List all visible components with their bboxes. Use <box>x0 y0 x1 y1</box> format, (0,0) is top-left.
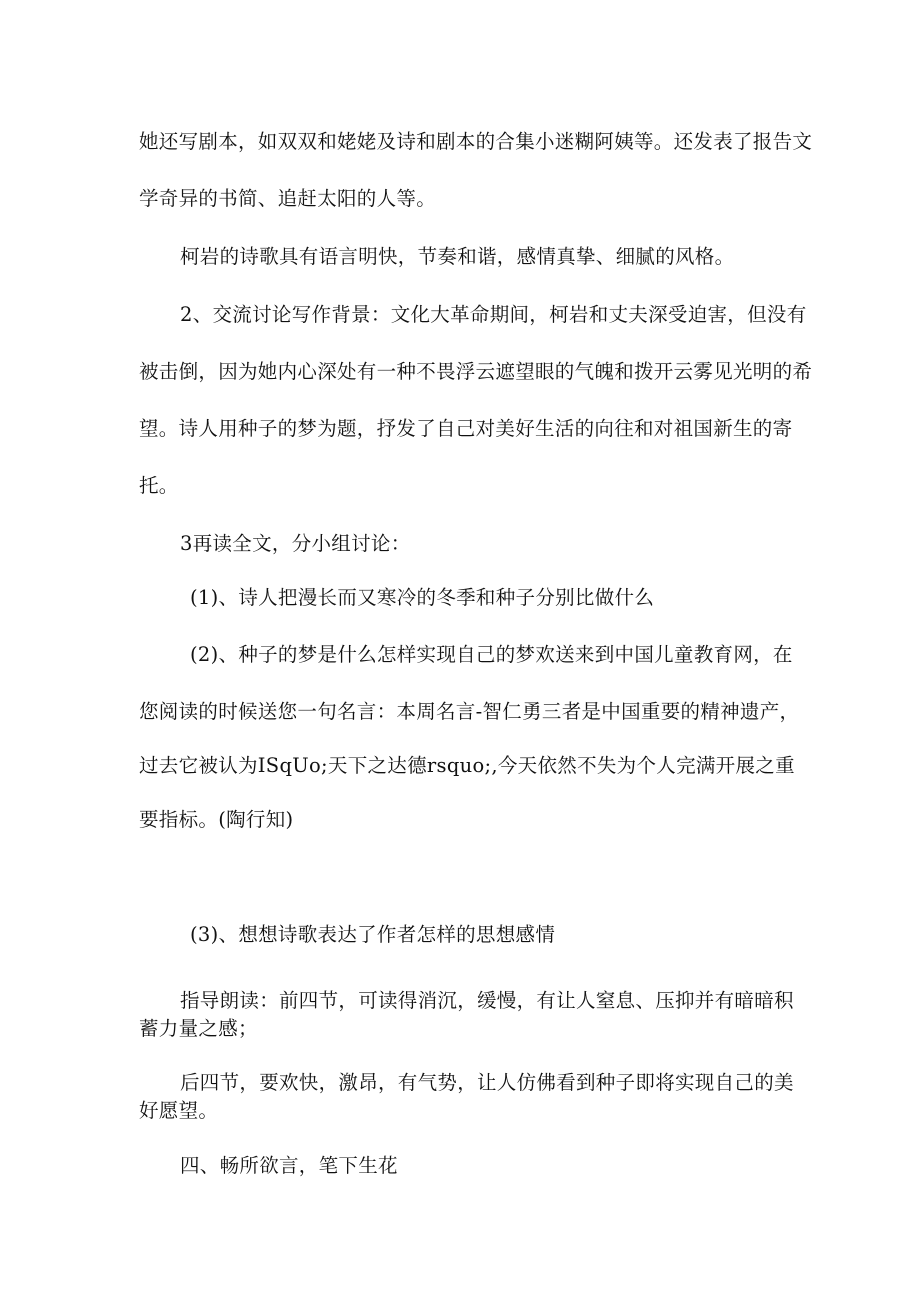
text-line-16: 蓄力量之感； <box>139 1017 258 1040</box>
text-line-10: (2)、种子的梦是什么怎样实现自己的梦欢送来到中国儿童教育网，在 <box>190 643 793 666</box>
text-line-4: 2、交流讨论写作背景：文化大革命期间，柯岩和丈夫深受迫害，但没有 <box>180 303 807 326</box>
text-line-8: 3再读全文，分小组讨论： <box>180 532 411 555</box>
text-line-19: 四、畅所欲言，笔下生花 <box>180 1154 398 1177</box>
text-line-13: 要指标。(陶行知) <box>139 808 294 831</box>
text-line-9: (1)、诗人把漫长而又寒冷的冬季和种子分别比做什么 <box>190 586 655 609</box>
text-line-11: 您阅读的时候送您一句名言：本周名言-智仁勇三者是中国重要的精神遗产， <box>139 700 800 723</box>
text-line-1: 她还写剧本，如双双和姥姥及诗和剧本的合集小迷糊阿姨等。还发表了报告文 <box>139 130 813 153</box>
text-line-5: 被击倒，因为她内心深处有一种不畏浮云遮望眼的气魄和拨开云雾见光明的希 <box>139 360 813 383</box>
text-line-7: 托。 <box>139 474 179 497</box>
text-line-12: 过去它被认为ISqUo;天下之达德rsquo;,今天依然不失为个人完满开展之重 <box>139 754 795 777</box>
text-line-18: 好愿望。 <box>139 1099 219 1122</box>
text-line-6: 望。诗人用种子的梦为题，抒发了自己对美好生活的向往和对祖国新生的寄 <box>139 417 793 440</box>
text-line-15: 指导朗读：前四节，可读得消沉，缓慢，有让人窒息、压抑并有暗暗积 <box>180 989 794 1012</box>
text-line-17: 后四节，要欢快，激昂，有气势，让人仿佛看到种子即将实现自己的美 <box>180 1071 794 1094</box>
text-line-3: 柯岩的诗歌具有语言明快，节奏和谐，感情真挚、细腻的风格。 <box>180 245 735 268</box>
text-line-2: 学奇异的书简、追赶太阳的人等。 <box>139 187 437 210</box>
text-line-14: (3)、想想诗歌表达了作者怎样的思想感情 <box>190 923 556 946</box>
